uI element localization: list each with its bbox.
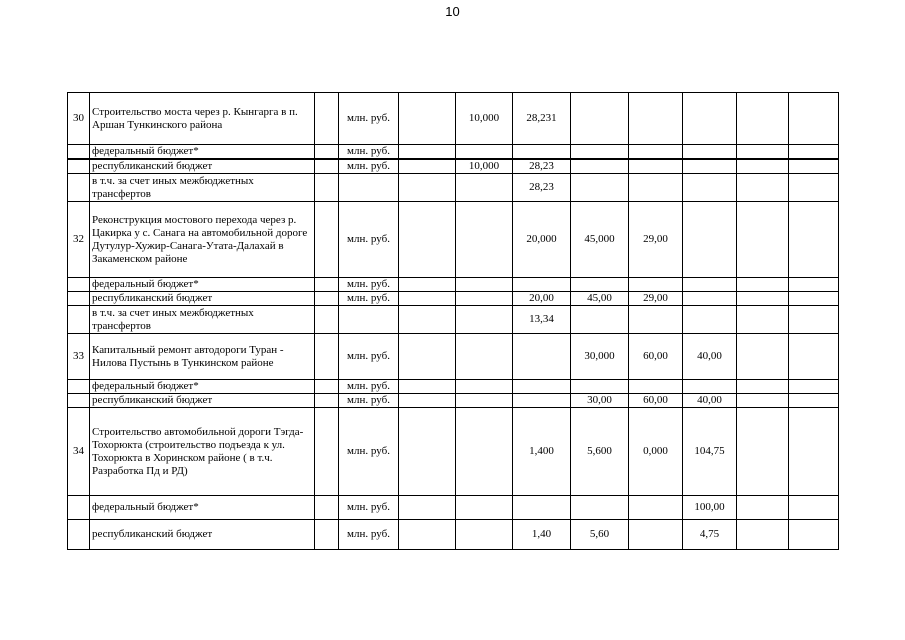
value-cell	[399, 93, 456, 145]
value-cell	[737, 334, 789, 380]
table-row	[68, 93, 839, 145]
value-cell: 60,00	[629, 394, 683, 408]
value-cell	[737, 159, 789, 174]
value-cell	[629, 145, 683, 160]
unit-cell: млн. руб.	[339, 145, 399, 160]
value-cell	[789, 496, 839, 520]
row-number: 30	[68, 93, 90, 145]
row-name: республиканский бюджет	[90, 159, 315, 174]
value-cell	[513, 145, 571, 160]
value-cell	[789, 306, 839, 334]
row-number	[68, 145, 90, 160]
unit-cell: млн. руб.	[339, 520, 399, 550]
value-cell	[399, 496, 456, 520]
value-cell: 30,000	[571, 334, 629, 380]
row-name: в т.ч. за счет иных межбюджетных трансфертов	[90, 174, 315, 202]
value-cell	[456, 334, 513, 380]
row-number	[68, 394, 90, 408]
value-cell	[399, 202, 456, 278]
value-cell	[789, 174, 839, 202]
row-name: федеральный бюджет*	[90, 380, 315, 394]
value-cell	[399, 174, 456, 202]
value-cell: 100,00	[683, 496, 737, 520]
value-cell	[399, 145, 456, 160]
table-row	[68, 394, 839, 408]
value-cell: 28,231	[513, 93, 571, 145]
value-cell	[683, 306, 737, 334]
value-cell	[399, 278, 456, 292]
value-cell	[683, 93, 737, 145]
value-cell	[629, 278, 683, 292]
value-cell: 4,75	[683, 520, 737, 550]
value-cell	[737, 496, 789, 520]
row-name: федеральный бюджет*	[90, 145, 315, 160]
row-number: 33	[68, 334, 90, 380]
value-cell	[629, 520, 683, 550]
row-name: республиканский бюджет	[90, 292, 315, 306]
value-cell	[629, 174, 683, 202]
value-cell	[456, 496, 513, 520]
value-cell: 5,60	[571, 520, 629, 550]
value-cell	[789, 520, 839, 550]
value-cell	[789, 93, 839, 145]
value-cell	[789, 380, 839, 394]
blank-cell	[315, 145, 339, 160]
value-cell	[456, 394, 513, 408]
value-cell	[789, 334, 839, 380]
value-cell	[513, 334, 571, 380]
value-cell: 104,75	[683, 408, 737, 496]
row-name: Строительство автомобильной дороги Тэгда-Тохорюкта (строительство подъезда к ул. Тохорюкта в Хоринском районе ( в т.ч. Разработка Пд и РД)	[90, 408, 315, 496]
value-cell: 20,000	[513, 202, 571, 278]
table-row	[68, 278, 839, 292]
unit-cell	[339, 174, 399, 202]
value-cell: 29,00	[629, 292, 683, 306]
unit-cell: млн. руб.	[339, 408, 399, 496]
value-cell	[683, 292, 737, 306]
value-cell	[399, 334, 456, 380]
value-cell	[789, 292, 839, 306]
value-cell	[737, 174, 789, 202]
value-cell	[737, 145, 789, 160]
row-name: федеральный бюджет*	[90, 496, 315, 520]
row-number	[68, 159, 90, 174]
blank-cell	[315, 174, 339, 202]
value-cell	[513, 278, 571, 292]
value-cell	[456, 520, 513, 550]
row-number	[68, 306, 90, 334]
value-cell	[737, 292, 789, 306]
value-cell	[789, 278, 839, 292]
value-cell	[737, 278, 789, 292]
unit-cell: млн. руб.	[339, 202, 399, 278]
value-cell	[737, 520, 789, 550]
row-number	[68, 292, 90, 306]
blank-cell	[315, 202, 339, 278]
value-cell	[629, 380, 683, 394]
value-cell	[629, 496, 683, 520]
value-cell	[571, 496, 629, 520]
row-number	[68, 496, 90, 520]
table-row	[68, 306, 839, 334]
blank-cell	[315, 278, 339, 292]
value-cell	[399, 159, 456, 174]
value-cell	[399, 292, 456, 306]
value-cell	[571, 93, 629, 145]
blank-cell	[315, 93, 339, 145]
unit-cell	[339, 306, 399, 334]
value-cell	[456, 145, 513, 160]
value-cell	[399, 306, 456, 334]
value-cell: 28,23	[513, 159, 571, 174]
value-cell	[789, 394, 839, 408]
value-cell	[683, 202, 737, 278]
unit-cell: млн. руб.	[339, 394, 399, 408]
value-cell: 30,00	[571, 394, 629, 408]
blank-cell	[315, 306, 339, 334]
value-cell	[789, 145, 839, 160]
unit-cell: млн. руб.	[339, 278, 399, 292]
value-cell	[737, 202, 789, 278]
unit-cell: млн. руб.	[339, 380, 399, 394]
value-cell	[789, 159, 839, 174]
value-cell	[399, 394, 456, 408]
value-cell	[737, 408, 789, 496]
value-cell	[456, 408, 513, 496]
value-cell	[513, 394, 571, 408]
value-cell	[399, 380, 456, 394]
row-name: в т.ч. за счет иных межбюджетных трансфертов	[90, 306, 315, 334]
value-cell	[683, 159, 737, 174]
unit-cell: млн. руб.	[339, 496, 399, 520]
value-cell	[456, 278, 513, 292]
unit-cell: млн. руб.	[339, 159, 399, 174]
value-cell	[571, 278, 629, 292]
value-cell	[571, 159, 629, 174]
value-cell	[629, 306, 683, 334]
value-cell	[456, 202, 513, 278]
blank-cell	[315, 520, 339, 550]
value-cell	[399, 408, 456, 496]
value-cell	[629, 159, 683, 174]
row-number	[68, 174, 90, 202]
row-name: Капитальный ремонт автодороги Туран - Нилова Пустынь в Тункинском районе	[90, 334, 315, 380]
value-cell	[571, 306, 629, 334]
value-cell	[513, 380, 571, 394]
value-cell	[629, 93, 683, 145]
page-number: 10	[445, 4, 460, 19]
value-cell	[456, 306, 513, 334]
value-cell	[399, 520, 456, 550]
blank-cell	[315, 292, 339, 306]
blank-cell	[315, 394, 339, 408]
value-cell	[513, 496, 571, 520]
row-name: республиканский бюджет	[90, 520, 315, 550]
table-row	[68, 159, 839, 174]
value-cell	[737, 306, 789, 334]
row-name: федеральный бюджет*	[90, 278, 315, 292]
value-cell	[571, 145, 629, 160]
value-cell: 29,00	[629, 202, 683, 278]
row-name: Реконструкция мостового перехода через р. Цакирка у с. Санага на автомобильной дороге Дутулур-Хужир-Санага-Утата-Далахай в Закаменском районе	[90, 202, 315, 278]
table-row	[68, 496, 839, 520]
value-cell	[571, 380, 629, 394]
value-cell: 20,00	[513, 292, 571, 306]
row-name: Строительство моста через р. Кынгарга в п. Аршан Тункинского района	[90, 93, 315, 145]
value-cell: 5,600	[571, 408, 629, 496]
value-cell: 10,000	[456, 159, 513, 174]
value-cell: 45,00	[571, 292, 629, 306]
value-cell	[737, 93, 789, 145]
value-cell	[737, 380, 789, 394]
value-cell	[456, 174, 513, 202]
blank-cell	[315, 334, 339, 380]
value-cell: 1,40	[513, 520, 571, 550]
value-cell: 60,00	[629, 334, 683, 380]
blank-cell	[315, 159, 339, 174]
value-cell: 40,00	[683, 394, 737, 408]
value-cell: 28,23	[513, 174, 571, 202]
value-cell: 1,400	[513, 408, 571, 496]
blank-cell	[315, 496, 339, 520]
row-number	[68, 380, 90, 394]
table-row	[68, 292, 839, 306]
value-cell	[683, 278, 737, 292]
row-name: республиканский бюджет	[90, 394, 315, 408]
blank-cell	[315, 408, 339, 496]
table-row	[68, 520, 839, 550]
value-cell: 40,00	[683, 334, 737, 380]
value-cell: 0,000	[629, 408, 683, 496]
value-cell	[571, 174, 629, 202]
value-cell	[683, 380, 737, 394]
table-row	[68, 145, 839, 160]
unit-cell: млн. руб.	[339, 292, 399, 306]
value-cell: 10,000	[456, 93, 513, 145]
value-cell	[683, 174, 737, 202]
table-row	[68, 334, 839, 380]
row-number: 32	[68, 202, 90, 278]
value-cell	[456, 380, 513, 394]
row-number: 34	[68, 408, 90, 496]
value-cell	[789, 408, 839, 496]
row-number	[68, 278, 90, 292]
value-cell: 45,000	[571, 202, 629, 278]
value-cell: 13,34	[513, 306, 571, 334]
table-row	[68, 380, 839, 394]
unit-cell: млн. руб.	[339, 93, 399, 145]
value-cell	[456, 292, 513, 306]
value-cell	[737, 394, 789, 408]
value-cell	[683, 145, 737, 160]
row-number	[68, 520, 90, 550]
value-cell	[789, 202, 839, 278]
blank-cell	[315, 380, 339, 394]
table-row	[68, 174, 839, 202]
budget-table	[67, 92, 839, 550]
unit-cell: млн. руб.	[339, 334, 399, 380]
table-row	[68, 202, 839, 278]
table-row	[68, 408, 839, 496]
